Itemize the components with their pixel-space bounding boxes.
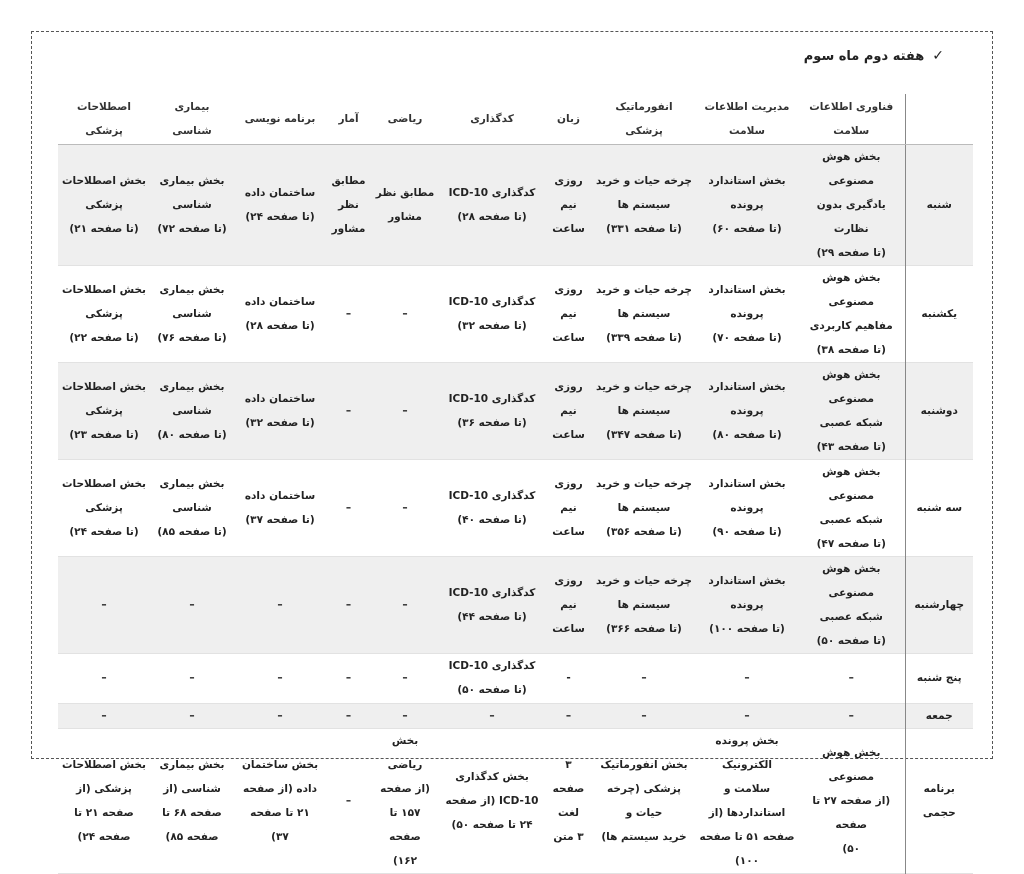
schedule-cell: روزی نیم ساعت bbox=[552, 174, 585, 235]
schedule-cell: چرخه حیات و خرید سیستم ها (تا صفحه ۳۵۶) bbox=[596, 477, 692, 538]
schedule-cell: چرخه حیات و خرید سیستم ها (تا صفحه ۳۶۶) bbox=[596, 574, 692, 635]
schedule-cell: روزی نیم ساعت bbox=[552, 477, 585, 538]
schedule-cell: بخش هوش مصنوعی یادگیری بدون نظارت (تا صفحه ۲۹) bbox=[816, 150, 886, 259]
study-schedule-table bbox=[58, 94, 973, 874]
schedule-cell: – bbox=[101, 598, 107, 611]
schedule-cell: کدگذاری ICD-10 (تا صفحه ۲۸) bbox=[448, 186, 536, 223]
column-header: آمار bbox=[326, 94, 371, 144]
schedule-cell: بخش استاندارد پرونده (تا صفحه ۸۰) bbox=[708, 380, 786, 441]
schedule-cell: – bbox=[848, 672, 854, 684]
schedule-cell: بخش هوش مصنوعی شبکه عصبی (تا صفحه ۵۰) bbox=[816, 562, 886, 647]
schedule-cell: روزی نیم ساعت bbox=[552, 380, 585, 441]
schedule-cell: بخش استاندارد پرونده (تا صفحه ۹۰) bbox=[708, 477, 786, 538]
schedule-cell: – bbox=[345, 598, 352, 611]
column-header: انفورماتیک پزشکی bbox=[592, 94, 696, 144]
table-row bbox=[58, 556, 973, 653]
schedule-cell: بخش استاندارد پرونده (تا صفحه ۷۰) bbox=[708, 283, 786, 344]
schedule-cell: بخش بیماری شناسی (تا صفحه ۷۶) bbox=[157, 283, 227, 344]
schedule-cell: بخش کدگذاری ICD-10 (از صفحه ۲۴ تا صفحه ۵۰) bbox=[445, 770, 539, 831]
schedule-cell: – bbox=[345, 307, 352, 320]
schedule-cell: بخش پرونده الکترونیک سلامت و استانداردها (از صفحه ۵۱ تا صفحه ۱۰۰) bbox=[699, 734, 795, 867]
schedule-cell: – bbox=[189, 709, 195, 722]
header-day-column bbox=[905, 94, 973, 144]
schedule-cell: بخش بیماری شناسی (تا صفحه ۸۰) bbox=[157, 380, 227, 441]
schedule-cell: بخش اصطلاحات پزشکی (تا صفحه ۲۴) bbox=[61, 477, 146, 538]
schedule-cell: چرخه حیات و خرید سیستم ها (تا صفحه ۳۳۱) bbox=[596, 174, 692, 235]
day-label: جمعه bbox=[905, 703, 973, 728]
schedule-cell: ۳ صفحه لغت ۳ متن bbox=[552, 758, 585, 843]
day-label: دوشنبه bbox=[905, 362, 973, 459]
schedule-cell: – bbox=[345, 794, 352, 807]
schedule-cell: کدگذاری ICD-10 (تا صفحه ۵۰) bbox=[448, 660, 536, 696]
schedule-cell: – bbox=[641, 709, 647, 722]
column-header: اصطلاحات پزشکی bbox=[58, 94, 150, 144]
column-header: فناوری اطلاعات سلامت bbox=[798, 94, 905, 144]
schedule-cell: بخش بیماری شناسی (از صفحه ۶۸ تا صفحه ۸۵) bbox=[159, 758, 225, 843]
schedule-cell: روزی نیم ساعت bbox=[552, 574, 585, 635]
schedule-cell: بخش ریاضی (از صفحه ۱۵۷ تا صفحه ۱۶۲) bbox=[380, 734, 430, 867]
schedule-cell: بخش ساختمان داده (از صفحه ۲۱ تا صفحه ۳۷) bbox=[241, 758, 319, 843]
schedule-cell: بخش هوش مصنوعی شبکه عصبی (تا صفحه ۴۷) bbox=[816, 465, 886, 550]
schedule-cell: ساختمان داده (تا صفحه ۳۷) bbox=[244, 489, 316, 526]
schedule-cell: – bbox=[345, 501, 352, 514]
day-label: چهارشنبه bbox=[905, 556, 973, 653]
schedule-cell: – bbox=[402, 709, 408, 722]
schedule-cell: بخش هوش مصنوعی مفاهیم کاربردی (تا صفحه ۳۸) bbox=[809, 271, 893, 356]
header-row bbox=[58, 94, 973, 144]
schedule-cell: مطابق نظر مشاور bbox=[331, 174, 366, 235]
schedule-cell: - bbox=[566, 672, 571, 684]
table-row bbox=[58, 265, 973, 362]
checkmark-icon: ✓ bbox=[932, 48, 944, 64]
schedule-cell: بخش اصطلاحات پزشکی (از صفحه ۲۱ تا صفحه ۲۴) bbox=[61, 758, 146, 843]
schedule-cell: بخش استاندارد پرونده (تا صفحه ۶۰) bbox=[708, 174, 786, 235]
table-row bbox=[58, 459, 973, 556]
schedule-cell: کدگذاری ICD-10 (تا صفحه ۳۲) bbox=[448, 295, 536, 332]
column-header: کدگذاری bbox=[439, 94, 545, 144]
column-header: برنامه نویسی bbox=[234, 94, 326, 144]
schedule-cell: – bbox=[402, 501, 408, 514]
column-header: ریاضی bbox=[371, 94, 439, 144]
table-row bbox=[58, 728, 973, 873]
column-header: زبان bbox=[545, 94, 592, 144]
schedule-cell: – bbox=[277, 672, 283, 684]
section-title: هفته دوم ماه سوم bbox=[803, 48, 925, 64]
schedule-cell: – bbox=[277, 598, 283, 611]
schedule-cell: – bbox=[565, 709, 572, 722]
day-label: سه شنبه bbox=[905, 459, 973, 556]
schedule-cell: کدگذاری ICD-10 (تا صفحه ۳۶) bbox=[448, 392, 536, 429]
schedule-cell: چرخه حیات و خرید سیستم ها (تا صفحه ۳۳۹) bbox=[596, 283, 692, 344]
schedule-cell: چرخه حیات و خرید سیستم ها (تا صفحه ۳۴۷) bbox=[596, 380, 692, 441]
schedule-cell: – bbox=[101, 709, 107, 722]
schedule-cell: بخش انفورماتیک پزشکی (چرخه حیات و خرید سیستم ها) bbox=[600, 758, 688, 843]
table-row bbox=[58, 362, 973, 459]
schedule-cell: بخش بیماری شناسی (تا صفحه ۷۲) bbox=[157, 174, 227, 235]
section-heading bbox=[804, 48, 944, 64]
day-label: برنامه حجمی bbox=[905, 728, 973, 873]
schedule-cell: – bbox=[189, 598, 195, 611]
table-row bbox=[58, 703, 973, 728]
day-label: پنج شنبه bbox=[905, 653, 973, 703]
schedule-cell: – bbox=[345, 404, 352, 417]
schedule-cell: بخش اصطلاحات پزشکی (تا صفحه ۲۲) bbox=[61, 283, 146, 344]
schedule-cell: مطابق نظر مشاور bbox=[375, 186, 435, 223]
schedule-cell: کدگذاری ICD-10 (تا صفحه ۴۴) bbox=[448, 586, 536, 623]
schedule-cell: روزی نیم ساعت bbox=[552, 283, 585, 344]
day-label: یکشنبه bbox=[905, 265, 973, 362]
schedule-cell: – bbox=[345, 709, 352, 722]
schedule-cell: بخش اصطلاحات پزشکی (تا صفحه ۲۱) bbox=[61, 174, 146, 235]
schedule-cell: بخش بیماری شناسی (تا صفحه ۸۵) bbox=[157, 477, 227, 538]
schedule-cell: – bbox=[402, 307, 408, 320]
schedule-cell: – bbox=[101, 672, 107, 684]
schedule-cell: – bbox=[848, 709, 854, 722]
schedule-cell: – bbox=[641, 672, 647, 684]
schedule-cell: – bbox=[345, 672, 352, 684]
schedule-cell: – bbox=[277, 709, 283, 722]
day-label: شنبه bbox=[905, 144, 973, 265]
schedule-cell: – bbox=[402, 404, 408, 417]
schedule-cell: ساختمان داده (تا صفحه ۳۲) bbox=[244, 392, 316, 429]
schedule-cell: – bbox=[744, 709, 750, 722]
schedule-cell: – bbox=[402, 598, 408, 611]
schedule-cell: – bbox=[189, 672, 195, 684]
column-header: بیماری شناسی bbox=[150, 94, 234, 144]
column-header: مدیریت اطلاعات سلامت bbox=[696, 94, 798, 144]
schedule-cell: – bbox=[402, 672, 408, 684]
schedule-cell: بخش هوش مصنوعی شبکه عصبی (تا صفحه ۴۳) bbox=[816, 368, 886, 453]
table-row bbox=[58, 653, 973, 703]
schedule-cell: ساختمان داده (تا صفحه ۲۴) bbox=[244, 186, 316, 223]
schedule-cell: بخش استاندارد پرونده (تا صفحه ۱۰۰) bbox=[708, 574, 786, 635]
schedule-cell: – bbox=[744, 672, 750, 684]
schedule-cell: کدگذاری ICD-10 (تا صفحه ۴۰) bbox=[448, 489, 536, 526]
schedule-cell: بخش اصطلاحات پزشکی (تا صفحه ۲۳) bbox=[61, 380, 146, 441]
schedule-cell: – bbox=[489, 709, 495, 722]
schedule-cell: بخش هوش مصنوعی (از صفحه ۲۷ تا صفحه ۵۰) bbox=[812, 746, 891, 855]
table-row bbox=[58, 144, 973, 265]
schedule-cell: ساختمان داده (تا صفحه ۲۸) bbox=[244, 295, 316, 332]
